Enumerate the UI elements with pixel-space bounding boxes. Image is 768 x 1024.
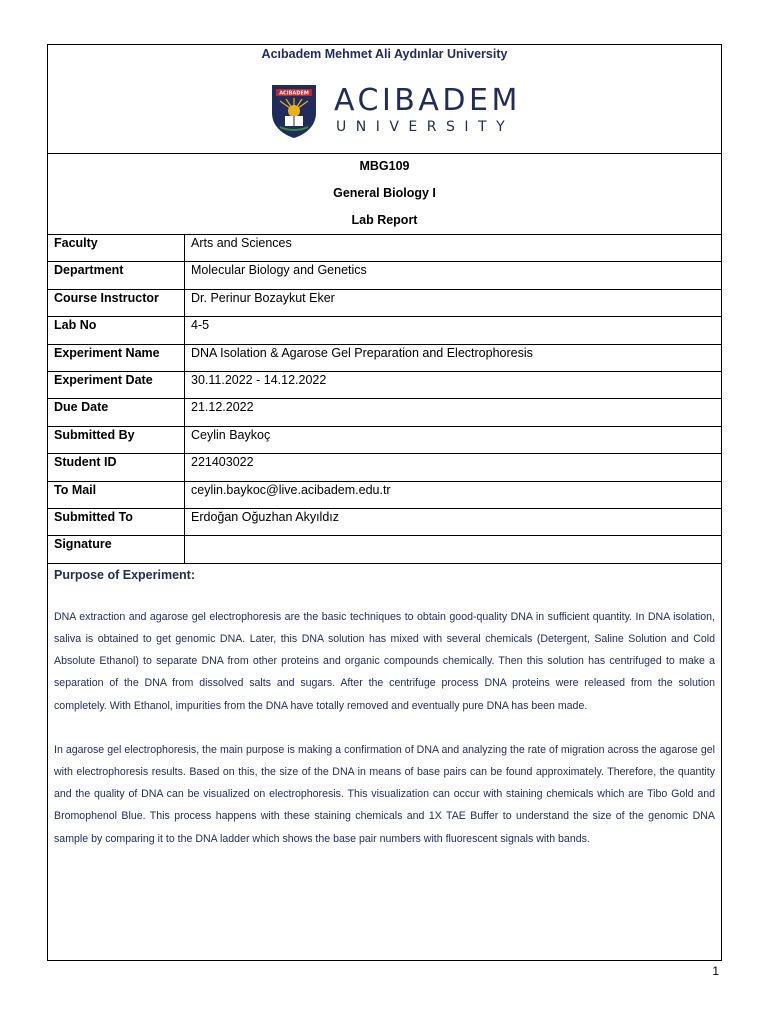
row-value: 21.12.2022 xyxy=(185,399,722,426)
table-row xyxy=(48,262,721,289)
table-row xyxy=(48,508,721,535)
table-row xyxy=(48,344,721,371)
row-value: Erdoğan Oğuzhan Akyıldız xyxy=(185,508,722,535)
document-type: Lab Report xyxy=(351,213,418,227)
purpose-paragraph-2: In agarose gel electrophoresis, the main purpose is making a confirmation of DNA and analyzing the rate of migration across the agarose gel with electrophoresis results. Based on this, the size of the DNA in means of base pairs can be found approximately. Therefore, the quantity and the quality of DNA can be visualized on electrophoresis. This visualization can occur with staining chemicals which are Tibo Gold and Bromophenol Blue. This process happens with these staining chemicals and 1X TAE Buffer to understand the size of the genomic DNA sample by comparing it to the DNA ladder which shows the base pair numbers with fluorescent signals with bands. xyxy=(54,743,715,845)
table-row xyxy=(48,371,721,398)
crest-text: ACIBADEM xyxy=(279,90,309,97)
row-label: Due Date xyxy=(48,399,185,426)
table-row xyxy=(48,454,721,481)
purpose-section xyxy=(48,564,721,850)
course-name: General Biology I xyxy=(333,186,436,200)
university-name: Acıbadem Mehmet Ali Aydınlar University xyxy=(261,47,508,61)
table-row xyxy=(48,235,721,262)
row-value: 30.11.2022 - 14.12.2022 xyxy=(185,371,722,398)
row-label: Submitted To xyxy=(48,508,185,535)
row-value: 221403022 xyxy=(185,454,722,481)
row-value: ceylin.baykoc@live.acibadem.edu.tr xyxy=(185,481,722,508)
row-label: Experiment Date xyxy=(48,371,185,398)
header-section xyxy=(48,45,721,154)
row-label: Lab No xyxy=(48,317,185,344)
row-value: Arts and Sciences xyxy=(185,235,722,262)
row-label: Experiment Name xyxy=(48,344,185,371)
row-label: To Mail xyxy=(48,481,185,508)
table-row xyxy=(48,317,721,344)
row-label: Submitted By xyxy=(48,426,185,453)
course-block xyxy=(48,154,721,235)
row-label: Faculty xyxy=(48,235,185,262)
row-label: Signature xyxy=(48,536,185,563)
row-value: DNA Isolation & Agarose Gel Preparation and Electrophoresis xyxy=(185,344,722,371)
purpose-title: Purpose of Experiment: xyxy=(54,567,195,582)
row-label: Student ID xyxy=(48,454,185,481)
table-row xyxy=(48,426,721,453)
row-value: 4-5 xyxy=(185,317,722,344)
logo-subtitle: UNIVERSITY xyxy=(336,119,515,135)
university-logo xyxy=(270,83,521,141)
table-row xyxy=(48,481,721,508)
logo-wordmark: ACIBADEM xyxy=(334,83,521,118)
crest-icon xyxy=(270,83,318,139)
row-value: Molecular Biology and Genetics xyxy=(185,262,722,289)
table-row xyxy=(48,289,721,316)
page-number: 1 xyxy=(712,964,719,978)
signature-field xyxy=(185,536,722,563)
table-row xyxy=(48,399,721,426)
table-row xyxy=(48,536,721,563)
row-value: Ceylin Baykoç xyxy=(185,426,722,453)
row-value: Dr. Perinur Bozaykut Eker xyxy=(185,289,722,316)
info-table xyxy=(48,235,721,564)
row-label: Department xyxy=(48,262,185,289)
course-code: MBG109 xyxy=(359,159,410,173)
report-cover-frame xyxy=(47,44,722,961)
row-label: Course Instructor xyxy=(48,289,185,316)
purpose-paragraph-1: DNA extraction and agarose gel electrophoresis are the basic techniques to obtain good-quality DNA in sufficient quantity. In DNA isolation, saliva is obtained to get genomic DNA. Later, this DNA solution has mixed with several chemicals (Detergent, Saline Solution and Cold Absolute Ethanol) to separate DNA from other proteins and organic compounds chemically. Then this solution has centrifuged to make a separation of the DNA from dissolved salts and sugars. After the centrifuge process DNA proteins were released from the solution completely. With Ethanol, impurities from the DNA have totally removed and eventually pure DNA has been made. xyxy=(54,610,715,712)
